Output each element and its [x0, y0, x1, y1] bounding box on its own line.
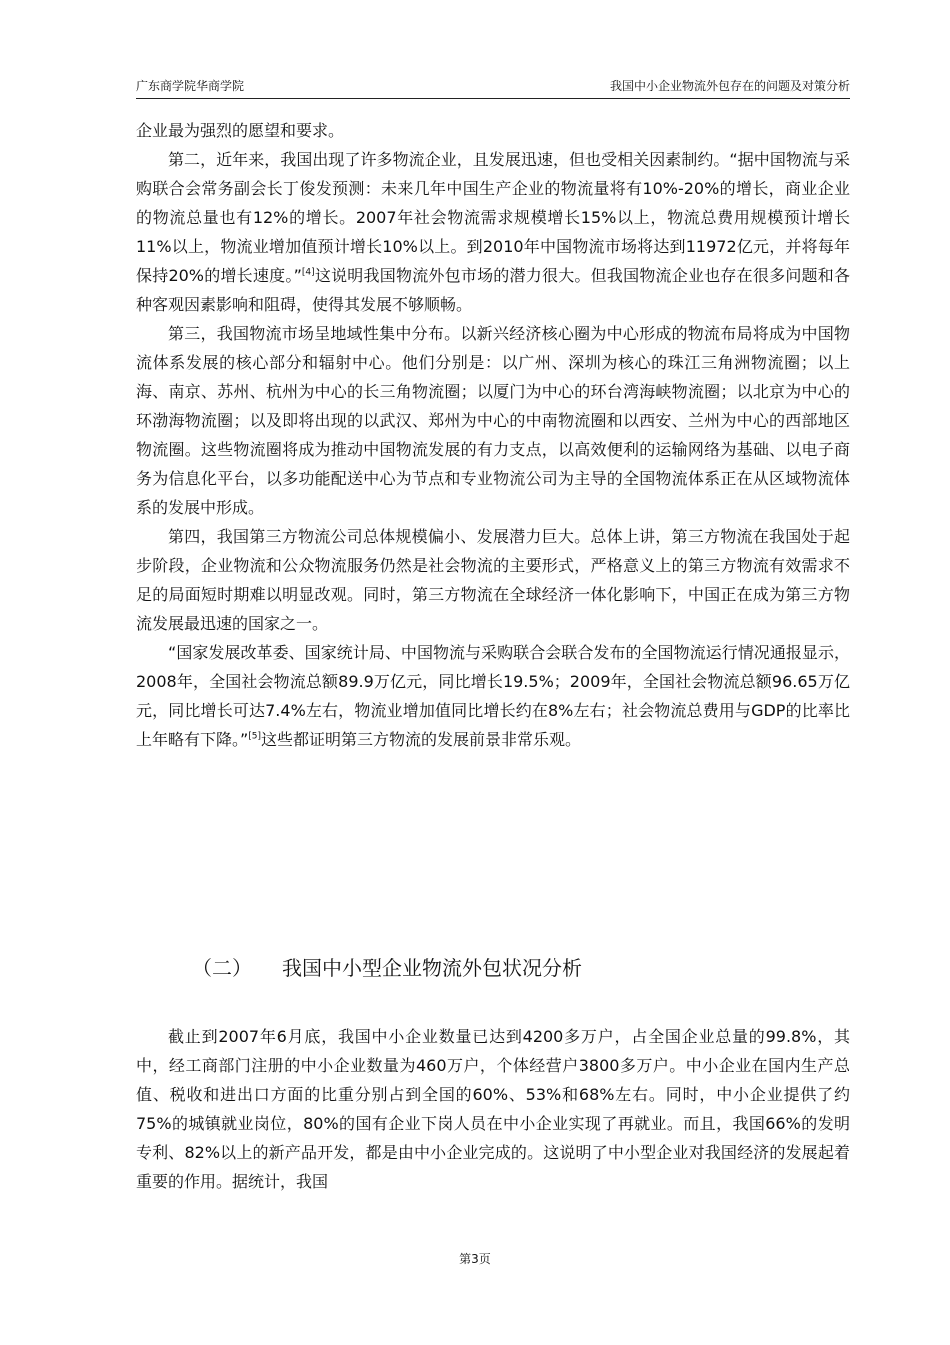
section-paragraph: 截止到2007年6月底，我国中小企业数量已达到4200多万户，占全国企业总量的99.8%，其中，经工商部门注册的中小企业数量为460万户，个体经营户3800多万户。中小企业在国内生产总值、税收和进出口方面的比重分别占到全国的60%、53%和68%左右。同时，中小企业提供了约75%的城镇就业岗位，80%的国有企业下岗人员在中小企业实现了再就业。而且，我国66%的发明专利、82%以上的新产品开发，都是由中小企业完成的。这说明了中小型企业对我国经济的发展起着重要的作用。据统计，我国 — [136, 1027, 850, 1191]
paragraph-tail: 这些都证明第三方物流的发展前景非常乐观。 — [261, 730, 582, 749]
section-number: （二） — [192, 956, 252, 980]
section-heading — [192, 954, 582, 982]
paragraph-fourth: 第四，我国第三方物流公司总体规模偏小、发展潜力巨大。总体上讲，第三方物流在我国处于起步阶段，企业物流和公众物流服务仍然是社会物流的主要形式，严格意义上的第三方物流有效需求不足的局面短时期难以明显改观。同时，第三方物流在全球经济一体化影响下，中国正在成为第三方物流发展最迅速的国家之一。 — [136, 527, 850, 633]
section-body-text — [136, 1022, 850, 1196]
header-thesis-title: 我国中小企业物流外包存在的问题及对策分析 — [609, 79, 850, 93]
page-number: 第3页 — [459, 1252, 491, 1266]
paragraph-third: 第三，我国物流市场呈地域性集中分布。以新兴经济核心圈为中心形成的物流布局将成为中国物流体系发展的核心部分和辐射中心。他们分别是：以广州、深圳为核心的珠江三角洲物流圈；以上海、南京、苏州、杭州为中心的长三角物流圈；以厦门为中心的环台湾海峡物流圈；以北京为中心的环渤海物流圈；以及即将出现的以武汉、郑州为中心的中南物流圈和以西安、兰州为中心的西部地区物流圈。这些物流圈将成为推动中国物流发展的有力支点，以高效便利的运输网络为基础、以电子商务为信息化平台，以多功能配送中心为节点和专业物流公司为主导的全国物流体系正在从区域物流体系的发展中形成。 — [136, 324, 850, 517]
body-text — [136, 116, 850, 754]
header-school-name: 广东商学院华商学院 — [136, 79, 245, 93]
paragraph-text: “国家发展改革委、国家统计局、中国物流与采购联合会联合发布的全国物流运行情况通报显示，2008年，全国社会物流总额89.9万亿元，同比增长19.5%；2009年，全国社会物流总额96.65万亿元，同比增长可达7.4%左右，物流业增加值同比增长约在8%左右；社会物流总费用与GDP的比率比上年略有下降。” — [136, 643, 850, 749]
paragraph-second — [136, 145, 850, 319]
paragraph-quote — [136, 638, 850, 754]
page-header — [136, 78, 850, 99]
citation-marker: [4] — [301, 267, 315, 278]
paragraph-continuation: 企业最为强烈的愿望和要求。 — [136, 121, 345, 140]
citation-marker: [5] — [248, 731, 262, 742]
paragraph-tail: 这说明我国物流外包市场的潜力很大。但我国物流企业也存在很多问题和各种客观因素影响和阻碍，使得其发展不够顺畅。 — [136, 266, 850, 314]
section-title: 我国中小型企业物流外包状况分析 — [282, 956, 582, 980]
paragraph-text: 第二，近年来，我国出现了许多物流企业，且发展迅速，但也受相关因素制约。“据中国物流与采购联合会常务副会长丁俊发预测：未来几年中国生产企业的物流量将有10%-20%的增长，商业企业的物流总量也有12%的增长。2007年社会物流需求规模增长15%以上，物流总费用规模预计增长11%以上，物流业增加值预计增长10%以上。到2010年中国物流市场将达到11972亿元，并将每年保持20%的增长速度。” — [136, 150, 850, 285]
